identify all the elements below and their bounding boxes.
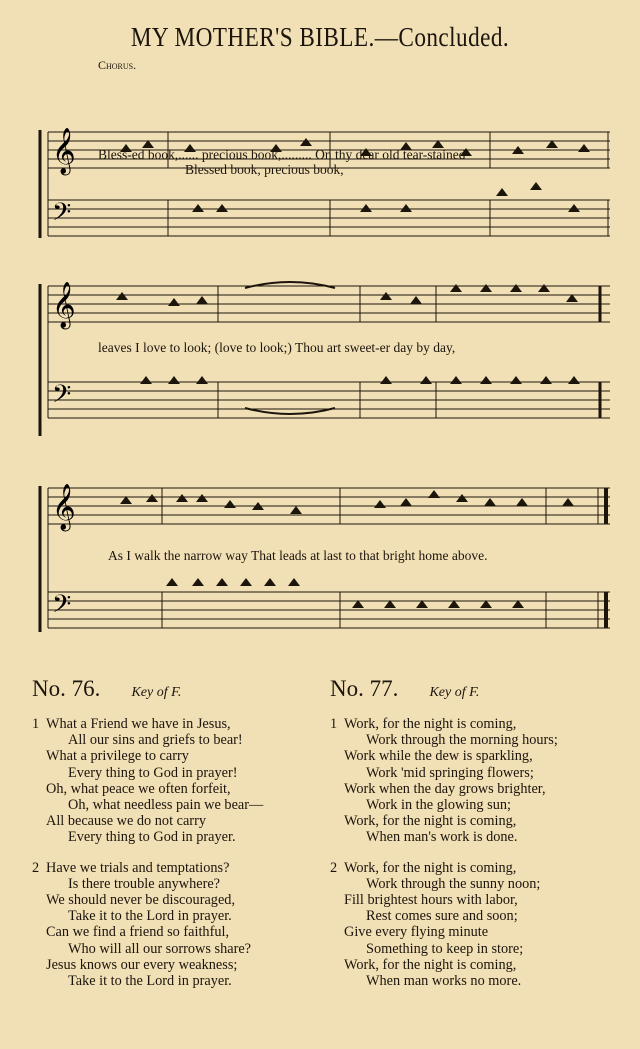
verse-line: When man's work is done. [366,829,518,846]
hymn-verse [330,716,558,846]
tie-mark [245,282,335,288]
verse-line: Work while the dew is sparkling, [344,748,533,765]
lyric-line: Bless-ed book,...... precious book,......... On thy dear old tear-stained [98,147,466,162]
verse-line: All our sins and griefs to bear! [68,732,243,749]
hymn-key: Key of F. [131,685,182,700]
lyric-line: As I walk the narrow way That leads at last to that bright home above. [108,548,488,563]
chorus-label: Chorus. [98,58,137,72]
hymn-verse [32,716,263,846]
verse-line: Work when the day grows brighter, [344,780,546,797]
verse-line: All because we do not carry [46,813,206,830]
verse-line: When man works no more. [366,973,522,990]
verse-line: What a privilege to carry [46,748,189,765]
lyric-line: leaves I love to look; (love to look;) Thou art sweet-er day by day, [98,340,456,355]
verse-line: Take it to the Lord in prayer. [68,973,232,990]
hymn-verse [330,860,558,990]
verse-line: Work 'mid springing flowers; [366,764,534,781]
hymn-76 [32,676,263,989]
verse-line: Every thing to God in prayer. [68,829,236,846]
verse-line: 1 Work, for the night is coming, [330,716,517,732]
music-system-3 [0,458,640,658]
verse-line: Work through the sunny noon; [366,875,541,892]
verse-line: Work through the morning hours; [366,732,558,749]
verse-line: Something to keep in store; [366,940,524,957]
verse-line: Oh, what needless pain we bear— [68,797,264,814]
treble-clef-icon: 𝄞 [52,484,76,530]
verse-line: Jesus knows our every weakness; [46,956,238,973]
treble-clef-icon: 𝄞 [52,128,76,174]
verse-line: 2 Work, for the night is coming, [330,859,517,876]
verse-line: Can we find a friend so faithful, [46,924,230,941]
hymn-number: No. 76. [32,676,101,701]
bass-clef-icon: 𝄢 [52,198,72,233]
hymn-verse [32,860,263,990]
verse-line: Rest comes sure and soon; [366,908,518,925]
verse-line: 1 What a Friend we have in Jesus, [32,716,231,732]
hymn-number: No. 77. [330,676,399,701]
notes [116,284,580,384]
verse-line: Oh, what peace we often forfeit, [46,780,231,797]
verse-line: 2 Have we trials and temptations? [32,859,230,876]
verse-line: Fill brightest hours with labor, [344,892,518,909]
verse-line: Work, for the night is coming, [344,956,517,973]
bass-clef-icon: 𝄢 [52,590,72,625]
verse-line: We should never be discouraged, [46,892,236,909]
music-system-1 [0,60,640,270]
verse-line: Give every flying minute [344,924,489,941]
treble-clef-icon: 𝄞 [52,282,76,328]
hymn-key: Key of F. [429,685,480,700]
music-system-2 [0,258,640,448]
verse-line: Every thing to God in prayer! [68,764,238,781]
hymn-77 [330,676,558,989]
page-title: MY MOTHER'S BIBLE.—Concluded. [130,22,510,52]
verse-line: Work, for the night is coming, [344,813,517,830]
verse-line: Who will all our sorrows share? [68,940,252,957]
verse-line: Is there trouble anywhere? [68,875,221,892]
verse-line: Work in the glowing sun; [366,797,511,814]
bass-clef-icon: 𝄢 [52,380,72,415]
verse-line: Take it to the Lord in prayer. [68,908,232,925]
lyric-line-alternate: Blessed book, precious book, [185,162,344,177]
